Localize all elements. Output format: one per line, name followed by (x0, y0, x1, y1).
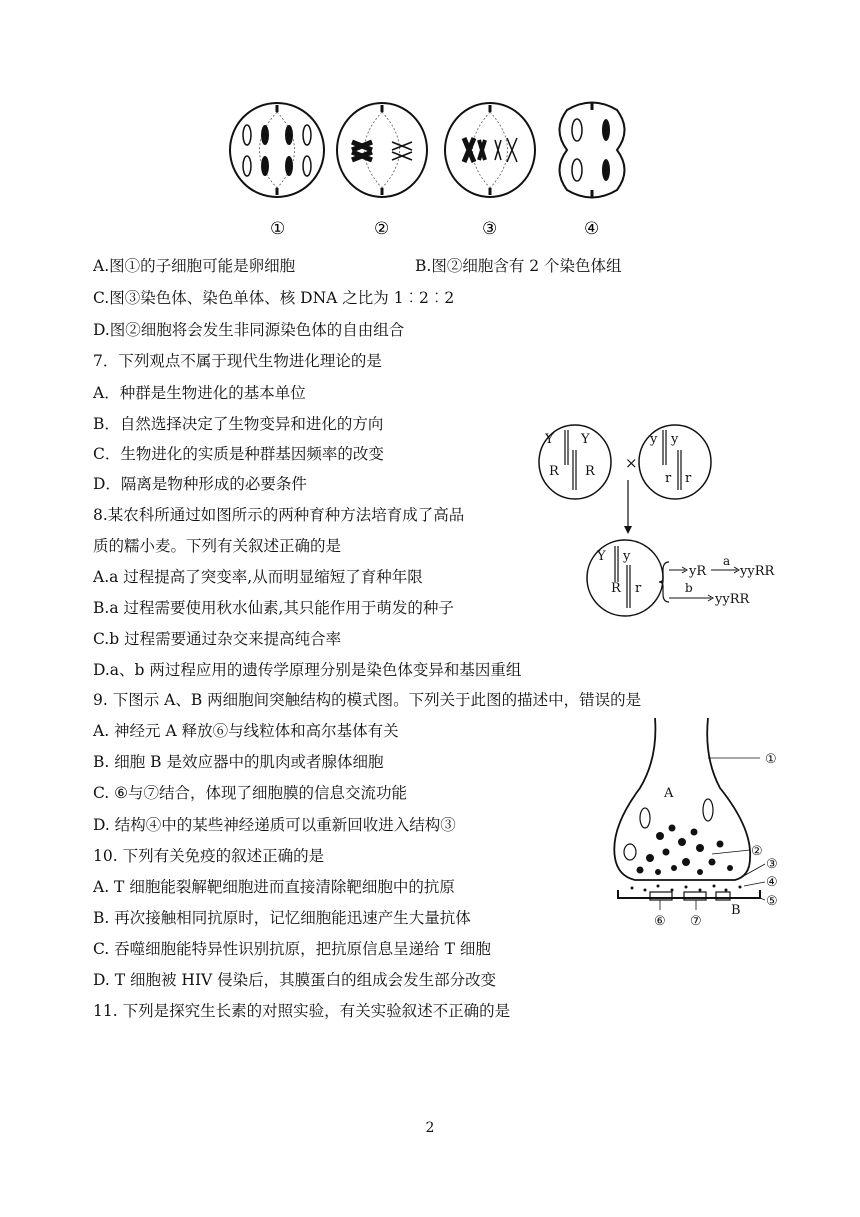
label-2: ② (751, 844, 763, 859)
q10-option-b: B. 再次接触相同抗原时，记忆细胞能迅速产生大量抗体 (93, 909, 471, 927)
q7-option-b: B．自然选择决定了生物变异和进化的方向 (93, 415, 384, 433)
path-a-result: yyRR (740, 564, 775, 579)
q6-option-a: A.图①的子细胞可能是卵细胞 (93, 257, 296, 275)
q6-option-c: C.图③染色体、染色单体、核 DNA 之比为 1︰2︰2 (93, 289, 455, 307)
q8-option-b: B.a 过程需要使用秋水仙素,其只能作用于萌发的种子 (93, 599, 454, 617)
cross-symbol: × (625, 454, 638, 472)
p1-gene-3: R (549, 464, 559, 479)
cell-diagram-4 (560, 103, 625, 198)
p2-gene-2: y (671, 432, 679, 447)
path-a-label: a (723, 554, 731, 568)
p1-gene-2: Y (581, 432, 590, 447)
q9-option-a: A. 神经元 A 释放⑥与线粒体和高尔基体有关 (93, 722, 399, 740)
q9-option-c: C. ⑥与⑦结合，体现了细胞膜的信息交流功能 (93, 784, 408, 802)
label-4: ④ (766, 875, 778, 890)
f1-gene-4: r (635, 581, 642, 596)
q10-option-d: D. T 细胞被 HIV 侵染后，其膜蛋白的组成会发生部分改变 (93, 971, 497, 989)
q6-option-d: D.图②细胞将会发生非同源染色体的自由组合 (93, 321, 405, 339)
f1-gene-3: R (611, 581, 621, 596)
mitochondrion (703, 799, 713, 821)
q8-option-c: C.b 过程需要通过杂交来提高纯合率 (93, 630, 342, 648)
q7-stem: 7．下列观点不属于现代生物进化理论的是 (93, 352, 382, 370)
q8-stem-line2: 质的糯小麦。下列有关叙述正确的是 (93, 537, 342, 555)
q9-option-b: B. 细胞 B 是效应器中的肌肉或者腺体细胞 (93, 753, 384, 771)
cell-division-figure (222, 100, 642, 240)
q8-option-d: D.a、b 两过程应用的遗传学原理分别是染色体变异和基因重组 (93, 661, 522, 679)
p2-gene-1: y (650, 432, 658, 447)
q6-option-b: B.图②细胞含有 2 个染色体组 (415, 257, 622, 275)
cell-label-1: ① (270, 219, 286, 239)
q10-option-a: A. T 细胞能裂解靶细胞进而直接清除靶细胞中的抗原 (93, 878, 455, 896)
f1-gene-1: Y (597, 549, 606, 564)
q9-option-d: D. 结构④中的某些神经递质可以重新回收进入结构③ (93, 816, 456, 834)
cell-diagram-3 (445, 103, 535, 197)
path-a-intermediate: yR (689, 564, 707, 579)
p1-gene-4: R (585, 464, 595, 479)
neurotransmitter-dots (631, 885, 742, 892)
q7-option-a: A．种群是生物进化的基本单位 (93, 384, 306, 402)
mitochondrion (640, 808, 650, 828)
q11-stem: 11. 下列是探究生长素的对照实验，有关实验叙述不正确的是 (93, 1002, 511, 1020)
cell-label-2: ② (374, 219, 390, 239)
cell-diagram-1 (230, 103, 324, 197)
f1-gene-2: y (623, 549, 631, 564)
cell-label-4: ④ (584, 219, 600, 239)
page-number: 2 (425, 1120, 435, 1136)
synapse-figure (600, 718, 800, 928)
q7-option-d: D．隔离是物种形成的必要条件 (93, 475, 307, 493)
path-b-result: yyRR (715, 592, 750, 607)
postsynaptic-membrane (618, 890, 760, 898)
q7-option-c: C．生物进化的实质是种群基因频率的改变 (93, 445, 384, 463)
label-6: ⑥ (654, 914, 666, 928)
label-neuron-a: A (664, 786, 674, 801)
label-3: ③ (766, 857, 778, 872)
q9-stem: 9. 下图示 A、B 两细胞间突触结构的模式图。下列关于此图的描述中，错误的是 (93, 691, 642, 709)
p1-gene-1: Y (545, 432, 554, 447)
q8-stem-line1: 8.某农科所通过如图所示的两种育种方法培育成了高品 (93, 506, 465, 524)
label-cell-b: B (731, 903, 741, 918)
path-b-label: b (685, 581, 693, 595)
cell-label-3: ③ (482, 219, 498, 239)
cell-diagram-2 (337, 103, 427, 197)
q10-stem: 10. 下列有关免疫的叙述正确的是 (93, 847, 325, 865)
p2-gene-4: r (685, 471, 692, 486)
label-5: ⑤ (766, 894, 778, 909)
breeding-figure (535, 420, 795, 630)
p2-gene-3: r (665, 471, 672, 486)
neuron-a-outline (614, 718, 750, 880)
label-7: ⑦ (690, 914, 702, 928)
q8-option-a: A.a 过程提高了突变率,从而明显缩短了育种年限 (93, 568, 423, 586)
label-1: ① (765, 752, 777, 767)
q10-option-c: C. 吞噬细胞能特异性识别抗原，把抗原信息呈递给 T 细胞 (93, 940, 491, 958)
